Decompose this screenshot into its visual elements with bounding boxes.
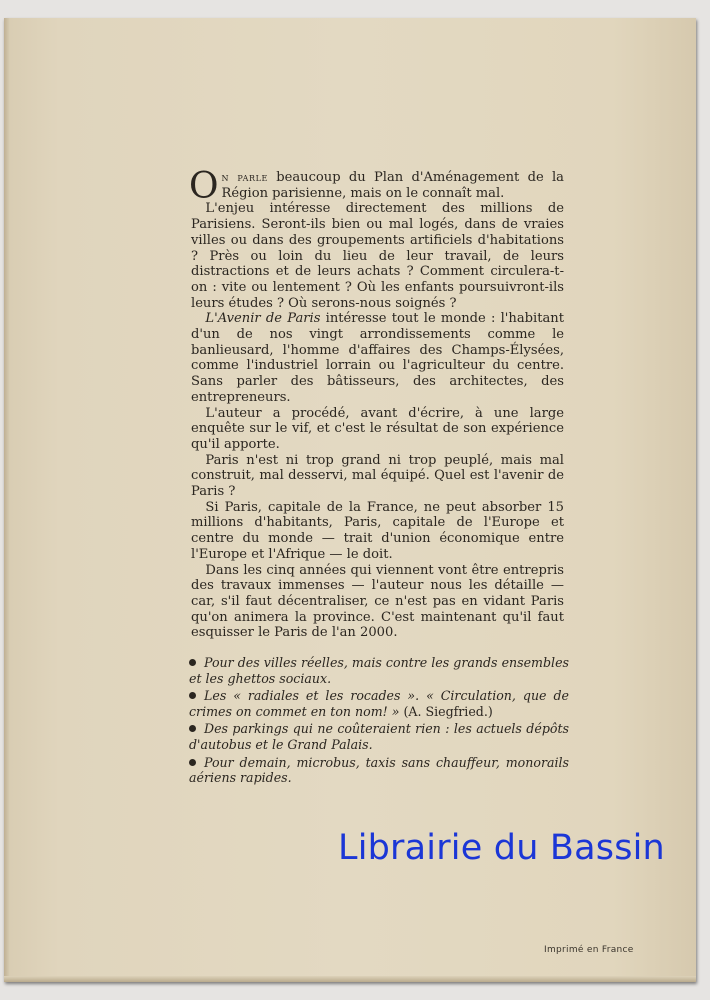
bullet-text: Des parkings qui ne coûteraient rien : les actuels dépôts d'autobus et le Grand Palais.	[189, 721, 569, 752]
paragraph-7: Dans les cinq années qui viennent vont être entrepris des travaux immenses — l'auteur nous les détaille — car, s'il faut décentraliser, ce n'est pas en vidant Paris qu'on animera la province. C'est maintenant qu'il faut esquisser le Paris de l'an 2000.	[191, 562, 564, 641]
paragraph-3-text: intéresse tout le monde : l'habitant d'un de nos vingt arrondissements comme le banlieusard, l'homme d'affaires des Champs-Élysées, comme l'industriel lorrain ou l'agriculteur du centre. Sans parler des bâtisseurs, des architectes, des entrepreneurs.	[191, 311, 564, 405]
paragraph-3	[191, 311, 564, 405]
drop-cap: O	[189, 166, 219, 207]
bullet-list	[189, 655, 569, 788]
paragraph-1-text: beaucoup du Plan d'Aménagement de la Région parisienne, mais on le connaît mal.	[221, 170, 564, 201]
paragraph-1	[189, 166, 564, 207]
seller-watermark: Librairie du Bassin	[338, 828, 665, 868]
bullet-dot-icon	[189, 725, 196, 732]
paragraph-5: Paris n'est ni trop grand ni trop peuplé, mais mal construit, mal desservi, mal équipé. Quel est l'avenir de Paris ?	[191, 452, 564, 500]
paragraph-2: L'enjeu intéresse directement des millions de Parisiens. Seront-ils bien ou mal logés, dans de vraies villes ou dans des groupements artificiels d'habitations ? Près ou loin du lieu de leur travail, de leurs distractions et de leurs achats ? Comment circulera-t-on : vite ou lentement ? Où les enfants poursuivront-ils leurs études ? Où serons-nous soignés ?	[191, 201, 564, 311]
opening-small-caps: n parle	[221, 171, 268, 184]
paragraph-4: L'auteur a procédé, avant d'écrire, à une large enquête sur le vif, et c'est le résultat de son expérience qu'il apporte.	[191, 405, 564, 452]
bullet-quote-author: (A. Siegfried.)	[399, 703, 493, 719]
cover-left-edge	[4, 18, 10, 982]
bullet-text: Les « radiales et les rocades ». « Circulation, que de crimes on commet en ton nom! »	[189, 688, 569, 719]
bullet-item	[189, 755, 569, 786]
bullet-item	[189, 721, 569, 752]
bullet-text: Pour des villes réelles, mais contre les grands ensembles et les ghettos sociaux.	[189, 655, 569, 686]
bullet-text: Pour demain, microbus, taxis sans chauffeur, monorails aériens rapides.	[189, 754, 569, 786]
bullet-dot-icon	[189, 692, 196, 699]
bullet-item	[189, 655, 569, 686]
bullet-dot-icon	[189, 759, 196, 766]
blurb-text	[189, 166, 564, 641]
cover-bottom-edge	[4, 976, 696, 982]
book-title-inline: L'Avenir de Paris	[205, 311, 321, 327]
bullet-dot-icon	[189, 659, 196, 666]
bullet-item	[189, 688, 569, 719]
paragraph-6: Si Paris, capitale de la France, ne peut absorber 15 millions d'habitants, Paris, capitale de l'Europe et centre du monde — trait d'union économique entre l'Europe et l'Afrique — le doit.	[191, 499, 564, 562]
printed-in-france-note: Imprimé en France	[544, 945, 634, 955]
